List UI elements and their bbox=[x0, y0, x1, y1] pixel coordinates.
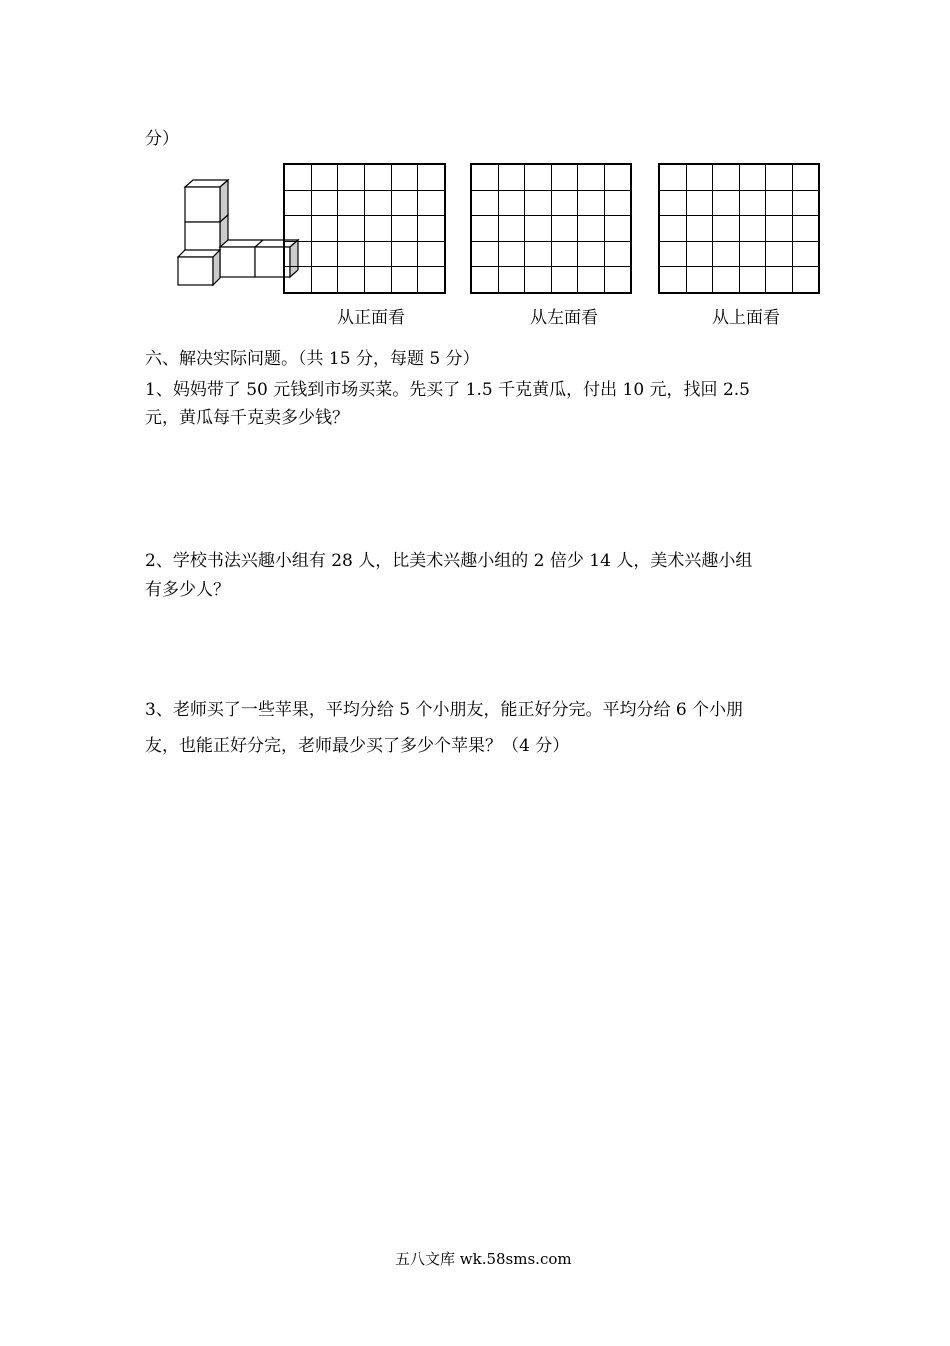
question-1-line-1: 1、妈妈带了 50 元钱到市场买菜。先买了 1.5 千克黄瓜，付出 10 元，找回 2.5 bbox=[145, 380, 750, 400]
front-view-caption: 从正面看 bbox=[337, 308, 405, 328]
question-2-line-1: 2、学校书法兴趣小组有 28 人，比美术兴趣小组的 2 倍少 14 人，美术兴趣小组 bbox=[145, 551, 753, 571]
top-view-grid[interactable] bbox=[658, 163, 820, 294]
footer-watermark: 五八文库 wk.58sms.com bbox=[395, 1250, 572, 1268]
top-view-caption: 从上面看 bbox=[712, 308, 780, 328]
question-3-line-1: 3、老师买了一些苹果，平均分给 5 个小朋友，能正好分完。平均分给 6 个小朋 bbox=[145, 700, 744, 720]
question-3-line-2: 友，也能正好分完，老师最少买了多少个苹果？（4 分） bbox=[145, 736, 570, 756]
question-2-line-2: 有多少人？ bbox=[145, 580, 230, 600]
continuation-text: 分） bbox=[145, 129, 179, 149]
question-1-line-2: 元，黄瓜每千克卖多少钱？ bbox=[145, 408, 349, 428]
section-title: 六、解决实际问题。（共 15 分，每题 5 分） bbox=[145, 349, 480, 369]
left-view-caption: 从左面看 bbox=[530, 308, 598, 328]
left-view-grid[interactable] bbox=[470, 163, 632, 294]
front-view-grid[interactable] bbox=[283, 163, 446, 294]
